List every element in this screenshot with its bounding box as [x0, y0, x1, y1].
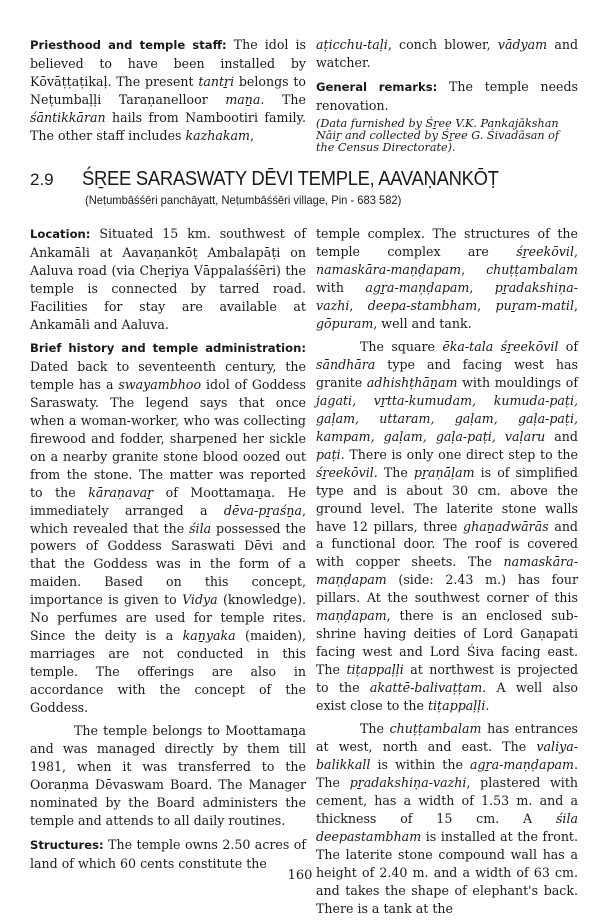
data-credit: (Data furnished by Śṟee V.K. Pankajākshan Nāiṟ and collected by Śṟee G. Śivadāsan of the Census Directorate). — [316, 116, 560, 155]
left-column — [30, 225, 306, 879]
priesthood-section — [30, 36, 306, 150]
remarks-section — [316, 36, 578, 161]
section-number: 2.9 — [30, 170, 54, 189]
structures-list-paragraph: temple complex. The structures of the temple complex are śṟeekōvil, namaskāra-maṇḍapam, chuṭṭambalam with agṟa-maṇḍapam, pṟadakshiṇa-vazhi, deepa-stambham, puṟam-matil, gōpuram, well and tank. — [316, 226, 578, 331]
location-paragraph: Location: Situated 15 km. southwest of Ankamāli at Aavaṇankōṭ Ambalapāṭi on Aaluva road (via Cheṟiya Vāppalaśśēri) the temple is connected by tarred road. Facilities for stay are available at Ankamāli and Aaluva. — [30, 226, 306, 332]
structures-paragraph: Structures: The temple owns 2.50 acres of land of which 60 cents constitute the — [30, 836, 306, 871]
section-title: ŚṞEE SARASWATY DĒVI TEMPLE, AAVAṆANKŌṬ — [82, 168, 499, 190]
staff-continuation: aṭicchu-taḷi, conch blower, vādyam and watcher. — [316, 37, 579, 70]
remarks-label: General remarks: — [316, 79, 438, 94]
section-heading — [30, 168, 590, 207]
section-subtitle: (Neṭumbāśśēri panchāyatt, Neṭumbāśśēri village, Pin - 683 582) — [85, 193, 402, 207]
chuttambalam-paragraph: The chuṭṭambalam has entrances at west, north and east. The valiya-balikkall is within the agṟa-maṇḍapam. The pṟadakshiṇa-vazhi, plastered with cement, has a width of 1.53 m. and a thickness of 15 cm. A śila deepastambham is installed at the front. The laterite stone compound wall has a height of 2.40 m. and a width of 63 cm. and takes the shape of elephant's back. There is a tank at the — [316, 721, 579, 916]
administration-paragraph: The temple belongs to Moottamaṉa and was managed directly by them till 1981, when it was transferred to the Ooraṇma Dēvaswam Board. The Manager nominated by the Board administers the temple and attends to all daily routines. — [30, 723, 306, 828]
location-label: Location: — [30, 227, 91, 241]
structures-label: Structures: — [30, 837, 104, 852]
priesthood-label: Priesthood and temple staff: — [30, 38, 227, 52]
general-remarks: General remarks: The temple needs renovation. — [316, 78, 579, 113]
page-number: 160 — [287, 868, 313, 883]
right-column — [316, 225, 578, 923]
sreekovil-paragraph: The square ēka-tala śṟeekōvil of sāndhāra type and facing west has granite adhishṭhāṉam with mouldings of jagati, vṟtta-kumudam, kumuda-paṭi, gaḷam, uttaram, gaḷam, gaḷa-paṭi, kampam, gaḷam, gaḷa-paṭi, vaḷaru and paṭi. There is only one direct step to the śṟeekōvil. The pṟaṇāḷam is of simplified type and is about 30 cm. above the ground level. The laterite stone walls have 12 pillars, three ghaṉadwārās and a functional door. The roof is covered with copper sheets. The namaskāra-maṇḍapam (side: 2.43 m.) has four pillars. At the southwest corner of this maṇḍapam, there is an enclosed sub-shrine having deities of Lord Gaṇapati facing west and Lord Śiva facing east. The tiṭappaḷḷi at northwest is projected to the akattē-balivaṭṭam. A well also exist close to the tiṭappaḷḷi. — [316, 339, 579, 713]
priesthood-paragraph: Priesthood and temple staff: The idol is believed to have been installed by Kōvāṭṭaṭikaḷ. The present tantṟi belongs to Neṭumbaḷḷi Taraṇanelloor maṉa. The śāntikkāran hails from Nambootiri family. The other staff includes kazhakam, — [30, 37, 306, 143]
history-label: Brief history and temple administration: — [30, 341, 306, 356]
history-paragraph: Brief history and temple administration: Dated back to seventeenth century, the temple has a swayambhoo idol of Goddess Saraswaty. The legend says that once when a woman-worker, who was collecting firewood and fodder, sharpened her sickle on a nearby granite stone blood oozed out from the stone. The matter was reported to the kāraṇavaṟ of Moottamaṉa. He immediately arranged a dēva-pṟaśṉa, which revealed that the śila possessed the powers of Goddess Saraswati Dēvi and that the Goddess was in the form of a maiden. Based on this concept, importance is given to Vidya (knowledge). No perfumes are used for temple rites. Since the deity is a kaṉyaka (maiden), marriages are not conducted in this temple. The offerings are also in accordance with the concept of the Goddess. — [30, 341, 307, 715]
